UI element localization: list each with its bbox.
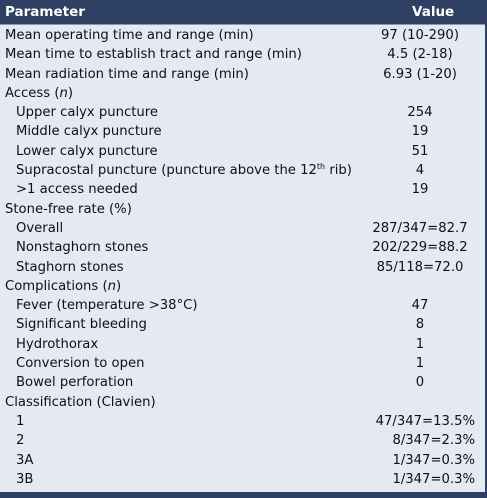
row-value: 97 (10-290): [381, 28, 459, 43]
row-value: 1: [415, 336, 425, 352]
table-row: [0, 373, 487, 392]
row-value: 1: [415, 356, 425, 372]
row-value: 85/118=72.0: [376, 259, 464, 275]
row-value: 47/347=13.5%: [375, 413, 475, 429]
table-row: [0, 296, 487, 315]
row-value: 4.5 (2-18): [387, 47, 453, 63]
table-row: [0, 315, 487, 334]
row-parameter: Overall: [16, 220, 64, 236]
row-parameter: Mean operating time and range (min): [5, 28, 254, 43]
row-parameter: Upper calyx puncture: [16, 105, 159, 121]
table-row: [0, 354, 487, 373]
row-parameter: Nonstaghorn stones: [16, 240, 149, 256]
row-value: 254: [407, 105, 433, 121]
table-row: [0, 238, 487, 257]
row-value: 1/347=0.3%: [392, 452, 475, 468]
row-parameter: Significant bleeding: [16, 317, 147, 333]
italic-n: n: [107, 278, 116, 294]
row-parameter: Mean time to establish tract and range (min): [5, 47, 302, 63]
row-parameter: Middle calyx puncture: [16, 124, 162, 140]
row-parameter: 3B: [16, 471, 34, 487]
table-row: [0, 103, 487, 122]
section-label: Classification (Clavien): [5, 394, 156, 410]
row-parameter: 1: [16, 413, 25, 429]
header-value: Value: [412, 4, 455, 20]
section-row: [0, 200, 487, 219]
row-parameter: >1 access needed: [16, 182, 138, 198]
row-value: 202/229=88.2: [372, 240, 468, 256]
table-row: [0, 412, 487, 431]
table-row: [0, 26, 487, 45]
row-parameter: Fever (temperature >38°C): [16, 298, 198, 314]
row-value: 19: [411, 182, 429, 198]
row-value: 8/347=2.3%: [392, 433, 475, 449]
row-value: 287/347=82.7: [372, 220, 468, 236]
row-parameter: [16, 161, 352, 180]
table-row: [0, 258, 487, 277]
ordinal-superscript: th: [316, 162, 326, 172]
table-row: [0, 219, 487, 238]
table-row: [0, 451, 487, 470]
row-parameter: Mean radiation time and range (min): [5, 66, 249, 82]
section-row: [0, 84, 487, 103]
row-parameter-tail: rib): [325, 163, 352, 179]
row-parameter: Conversion to open: [16, 356, 145, 372]
section-label: Complications (n): [5, 278, 122, 294]
row-parameter-head: Supracostal puncture (puncture above the 12: [16, 163, 317, 179]
table-row: [0, 122, 487, 141]
italic-n: n: [59, 85, 68, 101]
row-value: 51: [411, 143, 429, 159]
row-parameter: Hydrothorax: [16, 336, 99, 352]
table-row: [0, 431, 487, 450]
table-row: [0, 45, 487, 64]
section-row: [0, 277, 487, 296]
row-value: 8: [415, 317, 425, 333]
section-label: Access (n): [5, 85, 73, 101]
row-value: 19: [411, 124, 429, 140]
table-row: [0, 65, 487, 84]
row-value: 0: [415, 375, 425, 391]
section-label: Stone-free rate (%): [5, 201, 132, 217]
table-row: [0, 470, 487, 489]
row-parameter: Lower calyx puncture: [16, 143, 158, 159]
row-parameter: Bowel perforation: [16, 375, 134, 391]
row-value: 47: [411, 298, 429, 314]
section-row: [0, 393, 487, 412]
table-body: [0, 26, 487, 489]
row-value: 4: [415, 163, 425, 179]
row-parameter: 3A: [16, 452, 34, 468]
table-row: [0, 161, 487, 180]
table-header: [0, 0, 487, 25]
table-row: [0, 180, 487, 199]
header-parameter: Parameter: [5, 4, 85, 20]
row-value: 6.93 (1-20): [383, 66, 457, 82]
row-parameter: 2: [16, 433, 25, 449]
row-parameter: Staghorn stones: [16, 259, 124, 275]
row-value: 1/347=0.3%: [392, 471, 475, 487]
table-row: [0, 335, 487, 354]
table-row: [0, 142, 487, 161]
table-footer-bar: [0, 492, 487, 498]
